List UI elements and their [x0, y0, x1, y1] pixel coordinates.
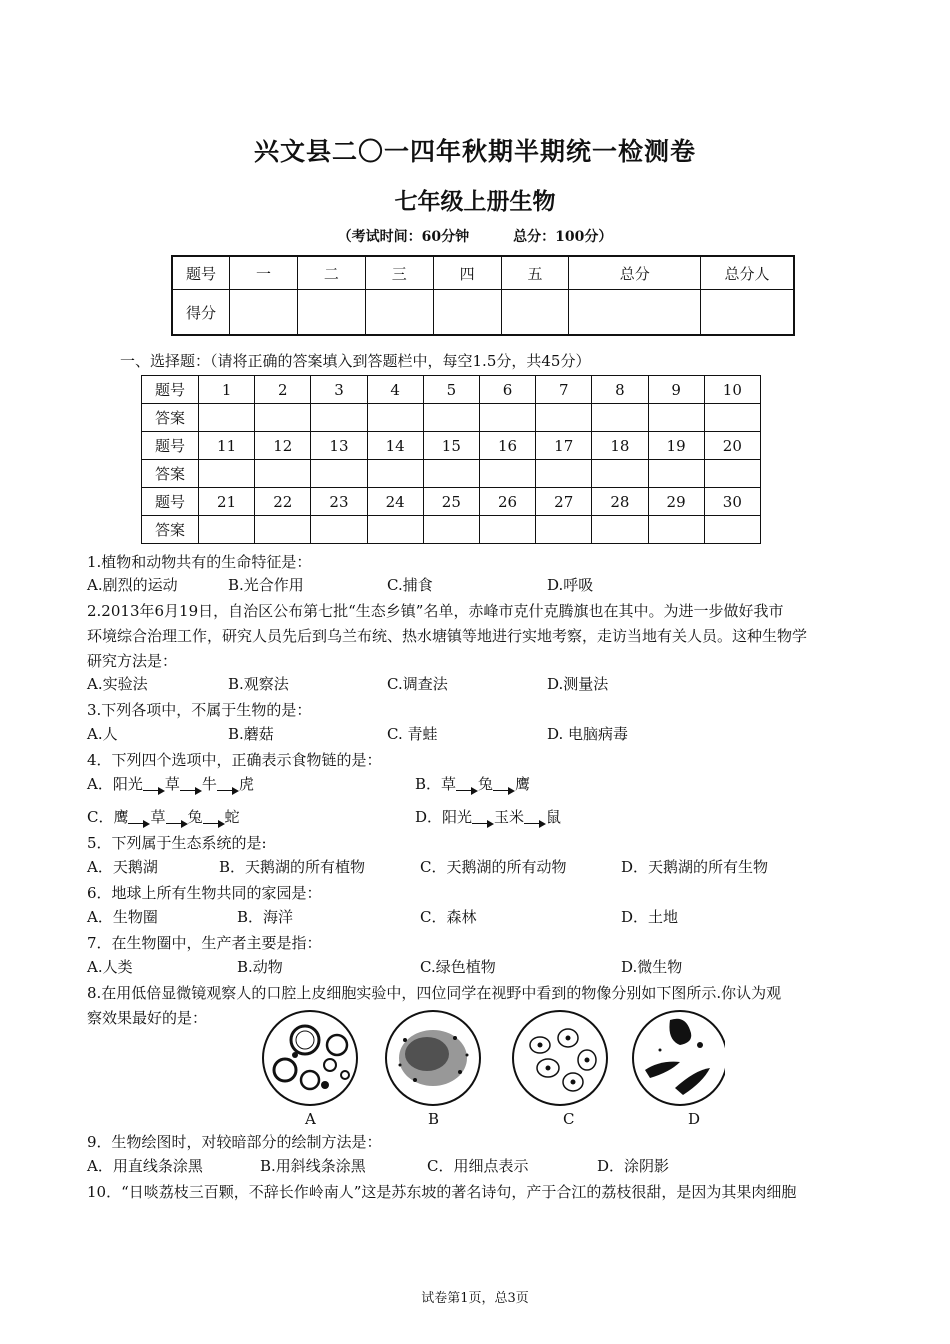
answer-cell[interactable] — [423, 404, 479, 432]
option: B.蘑菇 — [228, 725, 274, 743]
question-2-line: 环境综合治理工作，研究人员先后到乌兰布统、热水塘镇等地进行实地考察，走访当地有关人员。这种生物学 — [87, 627, 808, 645]
question-7: 7．在生物圈中，生产者主要是指： — [87, 934, 322, 952]
answer-cell[interactable] — [592, 516, 648, 544]
answer-row-label: 题号 — [142, 432, 199, 460]
figure-label: C — [563, 1110, 575, 1128]
answer-row-label: 答案 — [142, 460, 199, 488]
arrow-right-icon — [128, 814, 150, 824]
option: D．涂阴影 — [597, 1157, 670, 1175]
answer-cell[interactable] — [592, 460, 648, 488]
question-number-cell: 17 — [536, 432, 592, 460]
option: D．天鹅湖的所有生物 — [621, 858, 769, 876]
question-8-line: 8.在用低倍显微镜观察人的口腔上皮细胞实验中，四位同学在视野中看到的物像分别如下图所示.你认为观 — [87, 984, 782, 1002]
answer-cell[interactable] — [311, 516, 367, 544]
answer-cell[interactable] — [199, 404, 255, 432]
question-2-line: 2.2013年6月19日，自治区公布第七批“生态乡镇”名单，赤峰市克什克腾旗也在其中。为进一步做好我市 — [87, 602, 784, 620]
question-6-options — [87, 906, 877, 930]
answer-input-row — [142, 404, 761, 432]
option: A.剧烈的运动 — [87, 576, 178, 594]
food-chain-d: D．阳光 玉米 鼠 — [415, 808, 562, 826]
question-number-cell: 23 — [311, 488, 367, 516]
question-9-options — [87, 1155, 877, 1179]
answer-cell[interactable] — [367, 460, 423, 488]
option: B.用斜线条涂黑 — [260, 1157, 366, 1175]
score-cell[interactable] — [230, 290, 298, 336]
answer-cell[interactable] — [536, 404, 592, 432]
score-header-cell: 总分人 — [701, 256, 795, 290]
answer-cell[interactable] — [648, 404, 704, 432]
question-5: 5．下列属于生态系统的是: — [87, 834, 267, 852]
option: A.人类 — [87, 958, 133, 976]
score-cell[interactable] — [365, 290, 433, 336]
option: A.人 — [87, 725, 118, 743]
section-1-heading: 一、选择题：（请将正确的答案填入到答题栏中，每空1.5分，共45分） — [120, 352, 591, 370]
question-number-cell: 21 — [199, 488, 255, 516]
answer-number-row — [142, 432, 761, 460]
score-header-cell: 四 — [433, 256, 501, 290]
question-number-cell: 27 — [536, 488, 592, 516]
answer-row-label: 答案 — [142, 516, 199, 544]
answer-cell[interactable] — [255, 460, 311, 488]
option: C. 青蛙 — [387, 725, 438, 743]
question-number-cell: 29 — [648, 488, 704, 516]
answer-row-label: 题号 — [142, 376, 199, 404]
answer-cell[interactable] — [704, 460, 760, 488]
figure-label: A — [305, 1110, 316, 1128]
option: C．森林 — [420, 908, 477, 926]
question-number-cell: 30 — [704, 488, 760, 516]
option: D.呼吸 — [547, 576, 594, 594]
exam-time: （考试时间：60分钟 — [337, 229, 470, 245]
question-number-cell: 5 — [423, 376, 479, 404]
answer-cell[interactable] — [536, 460, 592, 488]
question-number-cell: 2 — [255, 376, 311, 404]
answer-input-row — [142, 460, 761, 488]
answer-row-label: 答案 — [142, 404, 199, 432]
microscope-views-svg — [255, 1010, 725, 1110]
option: C.绿色植物 — [420, 958, 496, 976]
answer-cell[interactable] — [479, 516, 535, 544]
answer-input-row — [142, 516, 761, 544]
score-row-label: 得分 — [172, 290, 230, 336]
question-number-cell: 26 — [479, 488, 535, 516]
answer-cell[interactable] — [479, 404, 535, 432]
arrow-right-icon — [180, 781, 202, 791]
score-cell[interactable] — [501, 290, 569, 336]
exam-title: 兴文县二〇一四年秋期半期统一检测卷 — [253, 137, 696, 166]
option: B．天鹅湖的所有植物 — [219, 858, 366, 876]
answer-cell[interactable] — [536, 516, 592, 544]
answer-cell[interactable] — [648, 460, 704, 488]
question-number-cell: 6 — [479, 376, 535, 404]
microscope-view-a — [263, 1011, 357, 1105]
option: C．天鹅湖的所有动物 — [420, 858, 567, 876]
question-number-cell: 10 — [704, 376, 760, 404]
question-number-cell: 19 — [648, 432, 704, 460]
arrow-right-icon — [524, 814, 546, 824]
question-number-cell: 12 — [255, 432, 311, 460]
option: C.捕食 — [387, 576, 433, 594]
score-header-cell: 一 — [230, 256, 298, 290]
food-chain-b: B．草 兔 鹰 — [415, 775, 531, 793]
question-number-cell: 4 — [367, 376, 423, 404]
question-2-options — [87, 673, 877, 697]
question-number-cell: 8 — [592, 376, 648, 404]
score-cell[interactable] — [701, 290, 795, 336]
microscope-view-d — [633, 1011, 725, 1105]
question-4-options-ab — [87, 773, 877, 797]
question-8-line: 察效果最好的是： — [87, 1009, 208, 1027]
answer-cell[interactable] — [367, 404, 423, 432]
question-number-cell: 18 — [592, 432, 648, 460]
question-6: 6．地球上所有生物共同的家园是： — [87, 884, 322, 902]
question-7-options — [87, 956, 877, 980]
answer-table — [141, 375, 761, 544]
score-cell[interactable] — [297, 290, 365, 336]
answer-number-row — [142, 376, 761, 404]
question-3: 3.下列各项中，不属于生物的是： — [87, 701, 312, 719]
question-number-cell: 7 — [536, 376, 592, 404]
score-header-cell: 总分 — [569, 256, 701, 290]
answer-cell[interactable] — [423, 516, 479, 544]
option: A．天鹅湖 — [87, 858, 158, 876]
figure-label: B — [428, 1110, 440, 1128]
arrow-right-icon — [203, 814, 225, 824]
answer-cell[interactable] — [255, 516, 311, 544]
answer-cell[interactable] — [648, 516, 704, 544]
question-4-options-cd — [87, 806, 877, 830]
option: C.调查法 — [387, 675, 448, 693]
question-4: 4．下列四个选项中，正确表示食物链的是： — [87, 751, 382, 769]
exam-info — [0, 226, 950, 246]
option: B.动物 — [237, 958, 283, 976]
answer-cell[interactable] — [255, 404, 311, 432]
option: D.测量法 — [547, 675, 609, 693]
question-10: 10．“日啖荔枝三百颗，不辞长作岭南人”这是苏东坡的著名诗句，产于合江的荔枝很甜，是因为其果肉细胞 — [87, 1183, 797, 1201]
option: B.光合作用 — [228, 576, 304, 594]
question-number-cell: 9 — [648, 376, 704, 404]
option: A．生物圈 — [87, 908, 158, 926]
answer-number-row — [142, 488, 761, 516]
score-header-cell: 五 — [501, 256, 569, 290]
question-number-cell: 28 — [592, 488, 648, 516]
question-number-cell: 16 — [479, 432, 535, 460]
figure-label: D — [688, 1110, 701, 1128]
answer-cell[interactable] — [311, 404, 367, 432]
score-cell[interactable] — [569, 290, 701, 336]
answer-cell[interactable] — [367, 516, 423, 544]
question-number-cell: 1 — [199, 376, 255, 404]
score-table — [171, 255, 795, 336]
arrow-right-icon — [493, 781, 515, 791]
question-1-options — [87, 574, 877, 598]
question-number-cell: 14 — [367, 432, 423, 460]
arrow-right-icon — [217, 781, 239, 791]
food-chain-c: C．鹰 草 兔 蛇 — [87, 808, 240, 826]
question-number-cell: 20 — [704, 432, 760, 460]
option: C．用细点表示 — [427, 1157, 529, 1175]
answer-cell[interactable] — [479, 460, 535, 488]
answer-cell[interactable] — [199, 516, 255, 544]
answer-row-label: 题号 — [142, 488, 199, 516]
question-number-cell: 3 — [311, 376, 367, 404]
page-footer: 试卷第1页，总3页 — [421, 1291, 529, 1306]
total-score: 总分：100分） — [513, 229, 613, 245]
arrow-right-icon — [143, 781, 165, 791]
microscope-view-b — [386, 1011, 480, 1105]
option: A.实验法 — [87, 675, 148, 693]
question-number-cell: 25 — [423, 488, 479, 516]
question-1: 1.植物和动物共有的生命特征是： — [87, 553, 312, 571]
answer-cell[interactable] — [199, 460, 255, 488]
question-9: 9．生物绘图时，对较暗部分的绘制方法是： — [87, 1133, 382, 1151]
question-number-cell: 22 — [255, 488, 311, 516]
score-cell[interactable] — [433, 290, 501, 336]
score-header-cell: 三 — [365, 256, 433, 290]
exam-subtitle: 七年级上册生物 — [394, 188, 556, 215]
question-number-cell: 11 — [199, 432, 255, 460]
option: B.观察法 — [228, 675, 289, 693]
answer-cell[interactable] — [311, 460, 367, 488]
question-2-line: 研究方法是： — [87, 652, 178, 670]
score-header-cell: 题号 — [172, 256, 230, 290]
option: B．海洋 — [237, 908, 294, 926]
option: A．用直线条涂黑 — [87, 1157, 203, 1175]
option: D．土地 — [621, 908, 679, 926]
question-number-cell: 24 — [367, 488, 423, 516]
arrow-right-icon — [456, 781, 478, 791]
question-number-cell: 15 — [423, 432, 479, 460]
answer-cell[interactable] — [592, 404, 648, 432]
arrow-right-icon — [166, 814, 188, 824]
option: D.微生物 — [621, 958, 683, 976]
food-chain-a: A．阳光 草 牛 虎 — [87, 775, 254, 793]
option: D. 电脑病毒 — [547, 725, 629, 743]
question-3-options — [87, 723, 877, 747]
arrow-right-icon — [472, 814, 494, 824]
question-number-cell: 13 — [311, 432, 367, 460]
answer-cell[interactable] — [704, 404, 760, 432]
question-5-options — [87, 856, 877, 880]
microscope-view-c — [513, 1011, 607, 1105]
microscope-figures — [255, 1010, 725, 1135]
answer-cell[interactable] — [704, 516, 760, 544]
score-header-cell: 二 — [297, 256, 365, 290]
answer-cell[interactable] — [423, 460, 479, 488]
